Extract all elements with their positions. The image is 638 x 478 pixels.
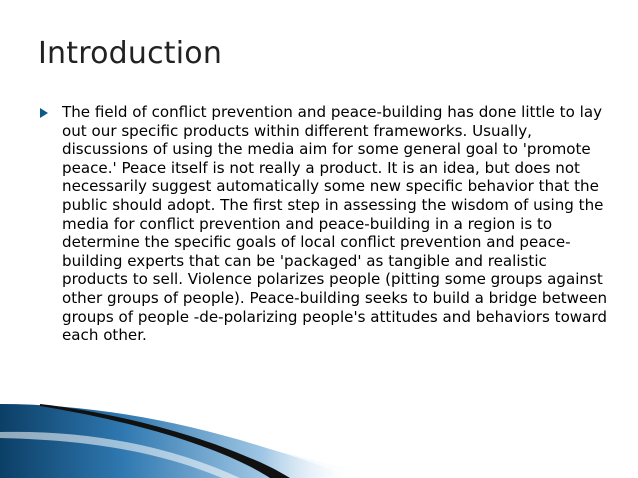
swoosh-blue-band: [0, 404, 350, 478]
slide-title: Introduction: [38, 36, 223, 71]
bullet-text: The field of conflict prevention and peace-building has done little to lay out our specific products within different frameworks. Usually, discussions of using the media aim for some general goal to 'promote peace.' Peace itself is not really a product. It is an idea, but does not necessarily suggest automatically some new specific behavior that the public should adopt. The first step in assessing the wisdom of using the media for conflict prevention and peace-building in a region is to determine the specific goals of local conflict prevention and peace-building experts that can be 'packaged' as tangible and realistic products to sell. Violence polarizes people (pitting some groups against other groups of people). Peace-building seeks to build a bridge between groups of people -de-polarizing people's attitudes and behaviors toward each other.: [62, 103, 608, 345]
